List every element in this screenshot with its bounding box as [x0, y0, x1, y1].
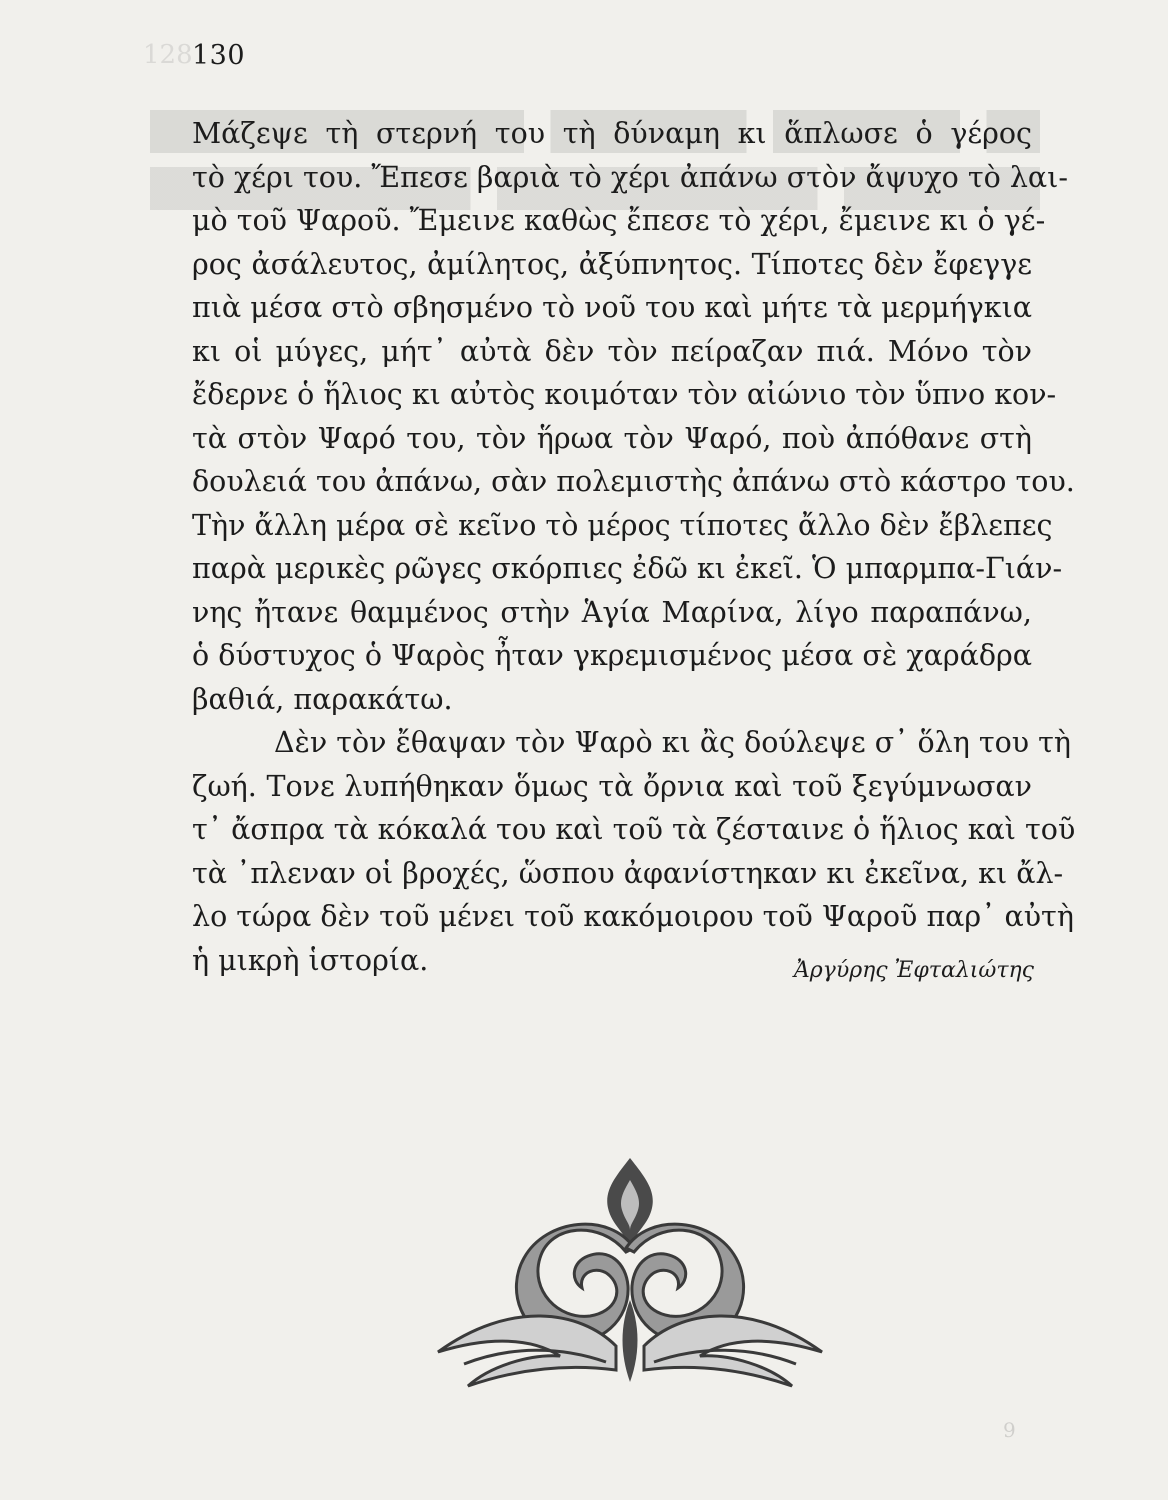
story-text [192, 112, 1076, 982]
ornament-stem [623, 1300, 638, 1382]
text-line: μὸ τοῦ Ψαροῦ. Ἔμεινε καθὼς ἔπεσε τὸ χέρι, ἔμεινε κι ὁ γέ- [192, 204, 1046, 237]
faint-folio-number: 9 [1003, 1418, 1016, 1442]
text-line: τὰ ᾿πλεναν οἱ βροχές, ὥσπου ἀφανίστηκαν κι ἐκεῖνα, κι ἄλ- [192, 856, 1064, 890]
page-number: 130 [192, 40, 246, 71]
text-line: Μάζεψε τὴ στερνή του τὴ δύναμη κι ἅπλωσε ὁ γέρος [192, 117, 1032, 150]
text-line: πιὰ μέσα στὸ σβησμένο τὸ νοῦ του καὶ μήτε τὰ μερμήγκια [192, 291, 1032, 324]
floral-ornament-icon [420, 1150, 840, 1390]
text-line: βαθιά, παρακάτω. [192, 682, 453, 716]
author-signature: Ἀργύρης Ἐφταλιώτης [793, 958, 1034, 983]
text-line: νης ἤτανε θαμμένος στὴν Ἁγία Μαρίνα, λίγο παραπάνω, [192, 595, 1032, 629]
text-line: Δὲν τὸν ἔθαψαν τὸν Ψαρὸ κι ἂς δούλεψε σ᾿ ὅλη του τὴ [274, 726, 1071, 759]
text-line: τὸ χέρι του. Ἔπεσε βαριὰ τὸ χέρι ἀπάνω στὸν ἄψυχο τὸ λαι- [192, 160, 1068, 194]
text-line: ἔδερνε ὁ ἥλιος κι αὐτὸς κοιμόταν τὸν αἰώνιο τὸν ὕπνο κον- [192, 378, 1057, 411]
paragraph-2 [192, 721, 1076, 982]
text-line: κι οἱ μύγες, μήτ᾿ αὐτὰ δὲν τὸν πείραζαν πιά. Μόνο τὸν [192, 334, 1032, 368]
text-line: Τὴν ἄλλη μέρα σὲ κεῖνο τὸ μέρος τίποτες ἄλλο δὲν ἔβλεπες [192, 508, 1053, 542]
text-line: τὰ στὸν Ψαρό του, τὸν ἥρωα τὸν Ψαρό, ποὺ ἀπόθανε στὴ [192, 421, 1032, 455]
faint-page-number: 128 [143, 40, 193, 70]
text-line: ἡ μικρὴ ἱστορία. [192, 943, 429, 977]
text-line: δουλειά του ἀπάνω, σὰν πολεμιστὴς ἀπάνω στὸ κάστρο του. [192, 465, 1075, 498]
text-line: ὁ δύστυχος ὁ Ψαρὸς ἦταν γκρεμισμένος μέσα σὲ χαράδρα [192, 639, 1032, 672]
text-line: λο τώρα δὲν τοῦ μένει τοῦ κακόμοιρου τοῦ Ψαροῦ παρ᾿ αὐτὴ [192, 900, 1074, 933]
text-line: παρὰ μερικὲς ρῶγες σκόρπιες ἐδῶ κι ἐκεῖ. Ὁ μπαρμπα-Γιάν- [192, 552, 1063, 585]
paragraph-1 [192, 112, 1075, 721]
text-line: ζωή. Τονε λυπήθηκαν ὅμως τὰ ὄρνια καὶ τοῦ ξεγύμνωσαν [192, 769, 1032, 803]
text-line: τ᾿ ἄσπρα τὰ κόκαλά του καὶ τοῦ τὰ ζέσταινε ὁ ἥλιος καὶ τοῦ [192, 813, 1076, 846]
text-line: ρος ἀσάλευτος, ἀμίλητος, ἀξύπνητος. Τίποτες δὲν ἔφεγγε [192, 247, 1032, 281]
